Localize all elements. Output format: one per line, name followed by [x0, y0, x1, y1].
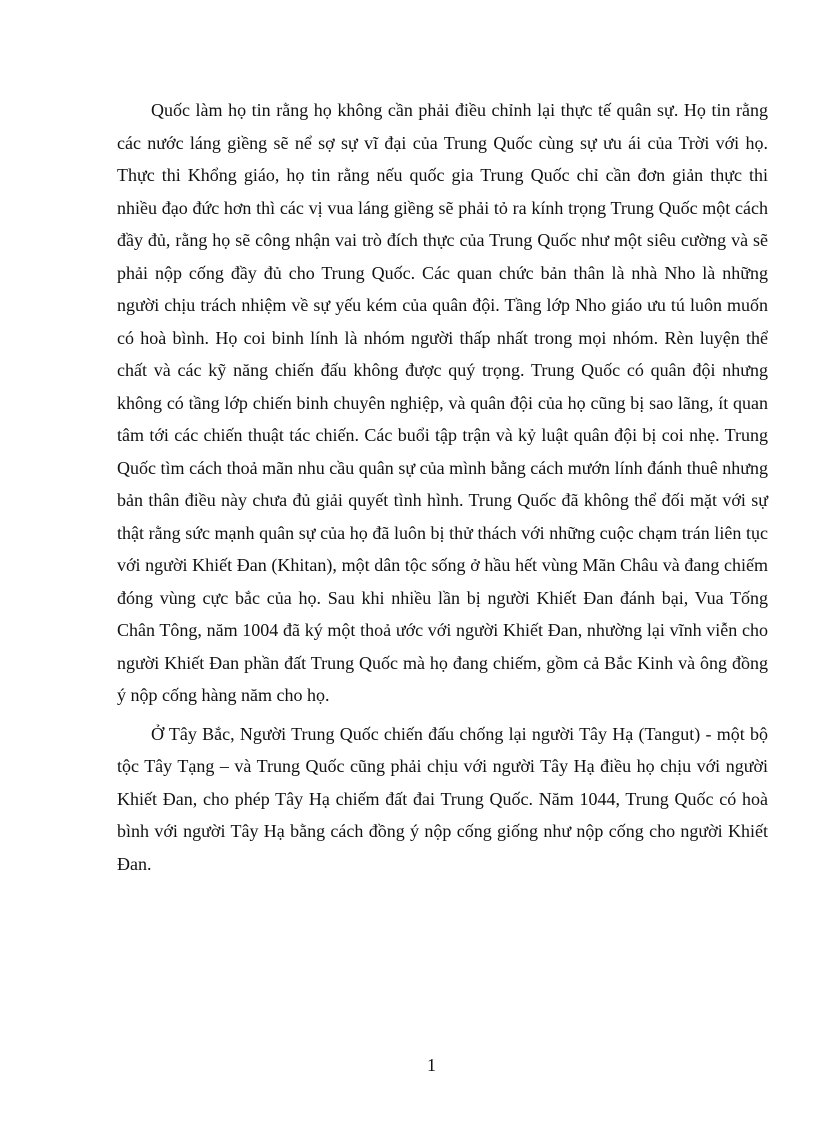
paragraph-1: Quốc làm họ tin rằng họ không cần phải điều chỉnh lại thực tế quân sự. Họ tin rằng các nước láng giềng sẽ nể sợ sự vĩ đại của Trung Quốc cùng sự ưu ái của Trời với họ. Thực thi Khổng giáo, họ tin rằng nếu quốc gia Trung Quốc chỉ cần đơn giản thực thi nhiều đạo đức hơn thì các vị vua láng giềng sẽ phải tỏ ra kính trọng Trung Quốc một cách đầy đủ, rằng họ sẽ công nhận vai trò đích thực của Trung Quốc như một siêu cường và sẽ phải nộp cống đầy đủ cho Trung Quốc. Các quan chức bản thân là nhà Nho là những người chịu trách nhiệm về sự yếu kém của quân đội. Tầng lớp Nho giáo ưu tú luôn muốn có hoà bình. Họ coi binh lính là nhóm người thấp nhất trong mọi nhóm. Rèn luyện thể chất và các kỹ năng chiến đấu không được quý trọng. Trung Quốc có quân đội nhưng không có tầng lớp chiến binh chuyên nghiệp, và quân đội của họ cũng bị sao lãng, ít quan tâm tới các chiến thuật tác chiến. Các buổi tập trận và kỷ luật quân đội bị coi nhẹ. Trung Quốc tìm cách thoả mãn nhu cầu quân sự của mình bằng cách mướn lính đánh thuê nhưng bản thân điều này chưa đủ giải quyết tình hình. Trung Quốc đã không thể đối mặt với sự thật rằng sức mạnh quân sự của họ đã luôn bị thử thách với những cuộc chạm trán liên tục với người Khiết Đan (Khitan), một dân tộc sống ở hầu hết vùng Mãn Châu và đang chiếm đóng vùng cực bắc của họ. Sau khi nhiều lần bị người Khiết Đan đánh bại, Vua Tống Chân Tông, năm 1004 đã ký một thoả ước với người Khiết Đan, nhường lại vĩnh viễn cho người Khiết Đan phần đất Trung Quốc mà họ đang chiếm, gồm cả Bắc Kinh và ông đồng ý nộp cống hàng năm cho họ.: [117, 100, 768, 705]
body-text: [117, 94, 768, 880]
page-number: 1: [427, 1055, 436, 1075]
paragraph-2: Ở Tây Bắc, Người Trung Quốc chiến đấu chống lại người Tây Hạ (Tangut) - một bộ tộc Tây Tạng – và Trung Quốc cũng phải chịu với người Tây Hạ điều họ chịu với người Khiết Đan, cho phép Tây Hạ chiếm đất đai Trung Quốc. Năm 1044, Trung Quốc có hoà bình với người Tây Hạ bằng cách đồng ý nộp cống giống như nộp cống cho người Khiết Đan.: [117, 723, 768, 874]
